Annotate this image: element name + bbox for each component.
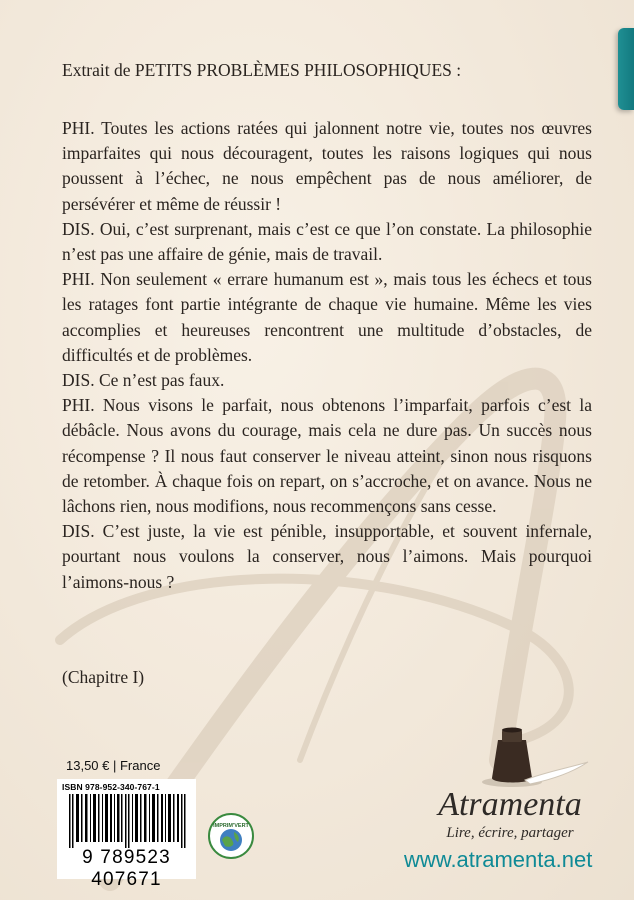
price-label: 13,50 € | France <box>66 758 161 773</box>
imprim-vert-label: IMPRIM'VERT <box>213 823 249 829</box>
intro-line: Extrait de PETITS PROBLÈMES PHILOSOPHIQUES : <box>62 60 462 80</box>
barcode-icon <box>61 794 192 848</box>
barcode-number: 9 789523 407671 <box>82 847 171 890</box>
inkwell-quill-icon <box>470 722 590 792</box>
excerpt-body <box>62 116 592 595</box>
barcode-box <box>57 779 196 890</box>
imprim-vert-logo-icon <box>207 812 255 860</box>
paragraph: PHI. Toutes les actions ratées qui jalonnent notre vie, toutes nos œuvres imparfaites qui nous découragent, toutes les raisons logiques qui nous poussent à l’échec, ne nous empêchent pas de nous améliorer, de persévérer et même de réussir ! <box>62 118 592 214</box>
paragraph: DIS. Oui, c’est surprenant, mais c’est ce que l’on constate. La philosophie n’est pas une affaire de génie, mais de travail. <box>62 218 592 265</box>
brand-tagline: Lire, écrire, partager <box>446 825 574 841</box>
isbn-label: ISBN 978-952-340-767-1 <box>62 782 160 792</box>
brand-name: Atramenta <box>438 786 582 823</box>
spine-tab <box>618 28 634 110</box>
paragraph: PHI. Non seulement « errare humanum est », mais tous les échecs et tous les ratages font partie intégrante de chaque vie humaine. Même les vies accomplies et heureuses rencontrent une multitude d’obstacles, de difficultés et de problèmes. <box>62 269 592 365</box>
chapter-reference: (Chapitre I) <box>62 667 145 687</box>
paragraph: DIS. C’est juste, la vie est pénible, insupportable, et souvent infernale, pourtant nous voulons la conserver, nous l’aimons. Mais pourquoi l’aimons-nous ? <box>62 521 592 592</box>
website-link[interactable]: www.atramenta.net <box>404 847 593 872</box>
paragraph: PHI. Nous visons le parfait, nous obtenons l’imparfait, parfois c’est la débâcle. Nous avons du courage, mais cela ne dure pas. Un succès nous récompense ? Il nous faut conserver le niveau atteint, sinon nous risquons de retomber. À chaque fois on repart, on s’accroche, et on avance. Nous ne lâchons rien, nous modifions, nous recommençons sans cesse. <box>62 395 592 517</box>
paragraph: DIS. Ce n’est pas faux. <box>62 370 225 391</box>
